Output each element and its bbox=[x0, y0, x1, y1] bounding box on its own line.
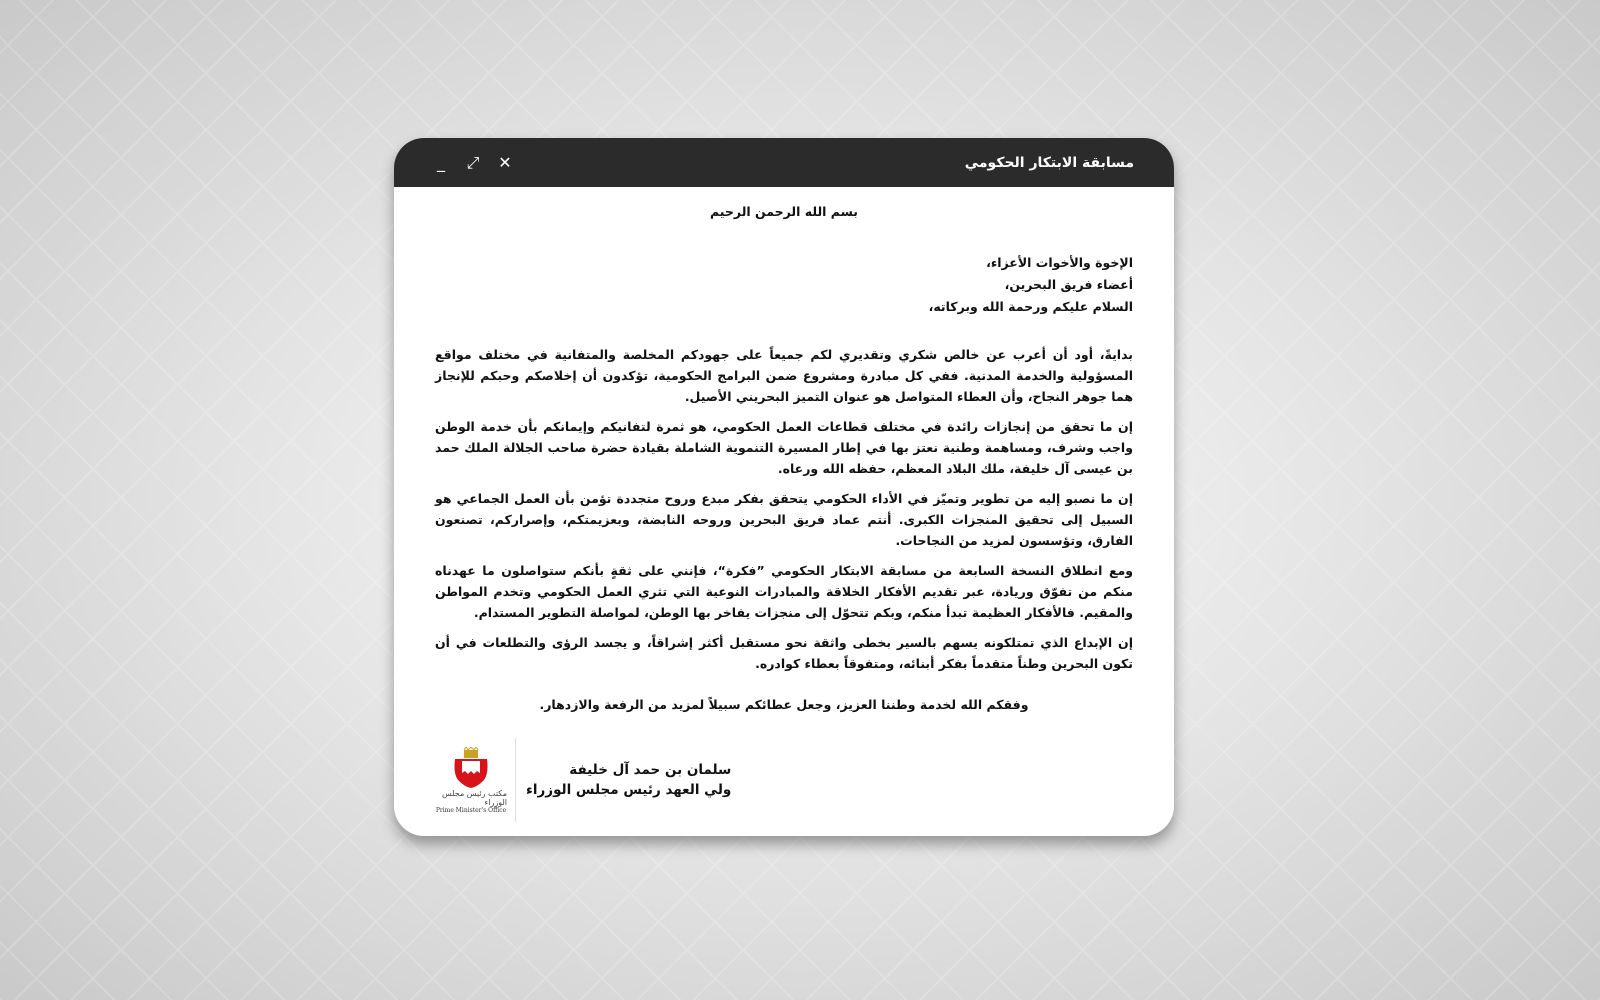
signatory bbox=[526, 760, 731, 800]
greeting bbox=[435, 252, 1133, 318]
paragraph: إن ما نصبو إليه من تطوير وتميّز في الأداء الحكومي يتحقق بفكر مبدع وروح متجددة تؤمن بأن العمل الجماعي هو السبيل إلى تحقيق المنجزات الكبرى. أنتم عماد فريق البحرين وروحه النابضة، وبعزيمتكم، وإصراركم، تصنعون الفارق، وتؤسسون لمزيد من النجاحات. bbox=[435, 491, 1133, 548]
bismillah: بسم الله الرحمن الرحيم bbox=[710, 204, 858, 219]
letter-window bbox=[394, 138, 1174, 836]
close-icon[interactable]: ✕ bbox=[498, 152, 512, 172]
minimize-icon[interactable]: _ bbox=[437, 152, 445, 172]
paragraph: ومع انطلاق النسخة السابعة من مسابقة الابتكار الحكومي ”فكرة“، فإنني على ثقةٍ بأنكم ستواصلون ما عهدناه منكم من تفوّق وريادة، عبر تقديم الأفكار الخلاقة والمبادرات النوعية التي تثري العمل الحكومي وتخدم المواطن والمقيم. فالأفكار العظيمة تبدأ منكم، وبكم تتحوّل إلى منجزات يفاخر بها الوطن، لمواصلة التطوير المستدام. bbox=[435, 563, 1133, 620]
paragraph: بدايةً، أود أن أعرب عن خالص شكري وتقديري لكم جميعاً على جهودكم المخلصة والمتفانية في مختلف مواقع المسؤولية والخدمة المدنية. ففي كل مبادرة ومشروع ضمن البرامج الحكومية، تؤكدون أن إخلاصكم وحبكم للإنجاز هما جوهر النجاح، وأن العطاء المتواصل هو عنوان التميز البحريني الأصيل. bbox=[435, 347, 1133, 404]
paragraph: إن الإبداع الذي تمتلكونه يسهم بالسير بخطى واثقة نحو مستقبل أكثر إشراقاً، و يجسد الرؤى والتطلعات في أن تكون البحرين وطناً متقدماً بفكر أبنائه، ومتفوقاً بعطاء كوادره. bbox=[435, 635, 1133, 671]
signatory-name: سلمان بن حمد آل خليفة bbox=[569, 762, 732, 778]
signatory-role: ولي العهد رئيس مجلس الوزراء bbox=[526, 782, 732, 798]
title-bar bbox=[394, 138, 1174, 187]
maximize-icon[interactable]: ⤢ bbox=[466, 152, 480, 172]
greeting-line: أعضاء فريق البحرين، bbox=[1004, 277, 1133, 292]
pm-office-logo bbox=[435, 747, 507, 814]
letter-body bbox=[394, 187, 1174, 716]
emblem-icon bbox=[451, 747, 491, 789]
window-title: مسابقة الابتكار الحكومي bbox=[964, 154, 1134, 171]
window-controls bbox=[432, 154, 514, 172]
divider bbox=[515, 738, 516, 822]
logo-arabic-text: مكتب رئيس مجلس الوزراء bbox=[441, 788, 507, 807]
paragraph: إن ما تحقق من إنجازات رائدة في مختلف قطاعات العمل الحكومي، هو ثمرة لتفانيكم وإيمانكم بأن خدمة الوطن واجب وشرف، ومساهمة وطنية نعتز بها في إطار المسيرة التنموية الشاملة بقيادة حضرة صاحب الجلالة الملك حمد بن عيسى آل خليفة، ملك البلاد المعظم، حفظه الله ورعاه. bbox=[435, 419, 1133, 476]
greeting-line: السلام عليكم ورحمة الله وبركاته، bbox=[928, 299, 1133, 314]
logo-english-text: Prime Minister's Office bbox=[435, 806, 507, 814]
closing-line: وفقكم الله لخدمة وطننا العزيز، وجعل عطائكم سبيلاً لمزيد من الرفعة والازدهار. bbox=[539, 697, 1029, 712]
greeting-line: الإخوة والأخوات الأعزاء، bbox=[986, 255, 1133, 270]
signature-block bbox=[435, 738, 731, 822]
